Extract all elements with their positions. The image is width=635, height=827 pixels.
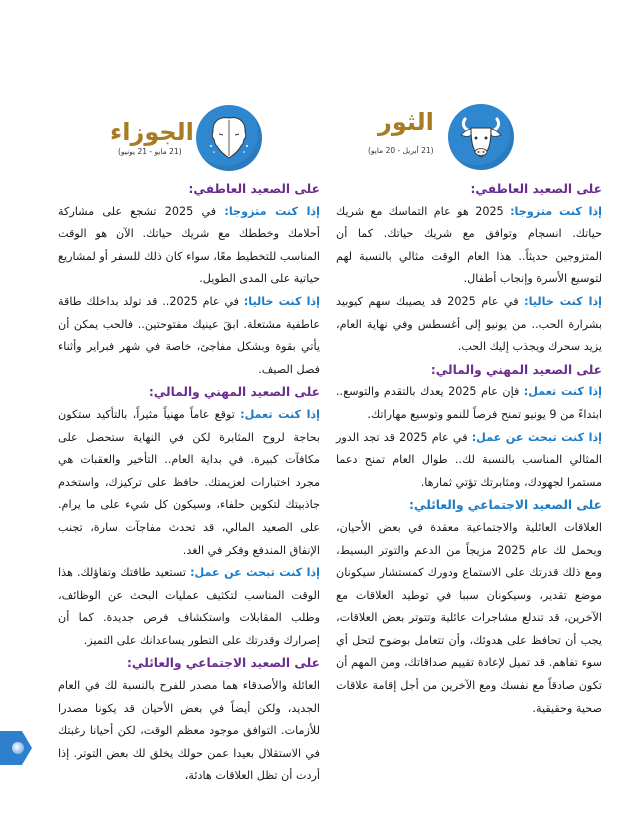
- page-tab-marker: [0, 731, 32, 765]
- gemini-working-text: توقع عاماً مهنياً مثيراً، بالتأكيد ستكون بحاجة لروح المثابرة لكن في النهاية ستحصل على مكافآت كبيرة. في بداية العام.. التأخير والعقبات هي مجرد اختبارات لعزيمتك. حافظ على تركيزك، واستخدم جاذبيتك لتكوين حلفاء، وسيكون كل شيء على ما يرام. على الصعيد المالي، قد تحدث مفاجآت سارة، تجنب الإنفاق المندفع وفكر في الغد.: [58, 407, 320, 557]
- taurus-single-paragraph: [336, 291, 602, 359]
- gemini-jobseeker-text: تستعيد طاقتك وتفاؤلك. هذا الوقت المناسب لتكثيف عمليات البحث عن الوظائف، وطلب المقابلات واستكشاف فرص جديدة. كما أن إصرارك وقدرتك على التطور يساعدانك على التميز.: [58, 566, 320, 647]
- gemini-single-text: في عام 2025.. قد تولد بداخلك طاقة عاطفية مشتعلة. ابقَ عينيك مفتوحتين.. فالحب يمكن أن يأتي بقوة وبشكل مفاجئ، خاصة في شهر فبراير وأثناء فصل الصيف.: [58, 294, 320, 376]
- gemini-social-text: العائلة والأصدقاء هما مصدر للفرح بالنسبة لك في العام الجديد، ولكن أيضاً في بعض الأحيان قد يكونا مصدرا للأزمات. التوافق موجود معظم الوقت، لكن أحيانا رغبتك في الاستقلال بعيدا عمن حولك يخلق لك بعض التوتر. إذا أردت أن تظل العلاقات هادئة،: [58, 679, 320, 783]
- gemini-social-heading: على الصعيد الاجتماعي والعائلي:: [127, 656, 320, 671]
- taurus-column: [336, 178, 602, 720]
- taurus-emotional-heading: على الصعيد العاطفي:: [470, 182, 602, 196]
- bull-head-icon: [448, 104, 514, 170]
- gemini-married-paragraph: [58, 201, 320, 291]
- taurus-name: الثور: [378, 108, 434, 136]
- taurus-married-label: إذا كنت متزوجا:: [510, 204, 602, 218]
- taurus-single-label: إذا كنت خاليا:: [524, 294, 602, 308]
- twin-faces-icon: [196, 105, 262, 171]
- taurus-header: [330, 100, 635, 175]
- gemini-working-label: إذا كنت تعمل:: [240, 407, 320, 421]
- gemini-dates: (21 مايو - 21 يونيو): [118, 147, 182, 156]
- gemini-career-heading: على الصعيد المهني والمالي:: [148, 385, 320, 400]
- taurus-social-text: العلاقات العائلية والاجتماعية معقدة في بعض الأحيان، ويحمل لك عام 2025 مزيجاً من الدعم والتوتر البسيط، ومع ذلك قدرتك على الاستماع ودورك كمستشار سيكونان موضع تقدير، وسيكونان سببا في توطيد العلاقات مع الآخرين، قد تندلع مشاجرات عائلية وتتوتر بعض العلاقات، يجب أن تحافظ على هدوئك، وأن تتعامل بوضوح لتحل أي سوء تفاهم. قد تميل لإعادة تقييم صداقاتك، ومن المهم أن تكون صادقاً مع نفسك ومع الآخرين من أجل إقامة علاقات صحية وحقيقية.: [336, 520, 602, 715]
- taurus-jobseeker-paragraph: [336, 427, 602, 495]
- gemini-working-paragraph: [58, 404, 320, 562]
- taurus-jobseeker-label: إذا كنت تبحث عن عمل:: [471, 430, 602, 444]
- gemini-married-text: في 2025 تشجع على مشاركة أحلامك وخططك مع شريك حياتك. الآن هو الوقت المناسب للتخطيط معًا، سواء كان ذلك للسفر أو لمشاريع حياتية على المدى الطويل.: [58, 204, 320, 286]
- taurus-single-text: في عام 2025 قد يصيبك سهم كيوبيد بشرارة الحب.. من يونيو إلى أغسطس وفي نهاية العام، يزيد سحرك ويجذب إليك الحب.: [336, 294, 602, 354]
- gemini-emotional-heading: على الصعيد العاطفي:: [188, 182, 320, 196]
- gemini-name: الجوزاء: [110, 118, 194, 146]
- taurus-dates: (21 أبريل - 20 مايو): [368, 146, 434, 155]
- gemini-single-label: إذا كنت خاليا:: [243, 294, 320, 308]
- gemini-column: [58, 178, 320, 788]
- taurus-social-heading: على الصعيد الاجتماعي والعائلي:: [409, 498, 602, 513]
- taurus-jobseeker-text: في عام 2025 قد تجد الدور المثالي المناسب بالنسبة لك.. طوال العام تمنح دعما مستمرا لجهودك، ومثابرتك تؤتي ثمارها.: [336, 430, 602, 489]
- taurus-career-heading: على الصعيد المهني والمالي:: [430, 362, 602, 377]
- taurus-working-label: إذا كنت تعمل:: [523, 385, 603, 399]
- taurus-married-paragraph: [336, 201, 602, 291]
- gemini-married-label: إذا كنت متزوجا:: [224, 204, 320, 218]
- gemini-header: [0, 100, 330, 175]
- gemini-jobseeker-paragraph: [58, 562, 320, 652]
- taurus-working-text: فإن عام 2025 يعدك بالتقدم والتوسع.. ابتداءً من 9 يونيو تمنح فرصاً للنمو وتوسيع مهاراتك.: [336, 385, 602, 421]
- gemini-single-paragraph: [58, 291, 320, 381]
- taurus-working-paragraph: [336, 381, 602, 426]
- taurus-married-text: 2025 هو عام التماسك مع شريك حياتك. انسجام وتوافق مع شريك حياتك. كما أن المتزوجين حديثاً.. هذا العام الوقت مثالي بالنسبة لهم لتوسيع الأسرة وإنجاب أطفال.: [336, 204, 602, 286]
- gemini-jobseeker-label: إذا كنت تبحث عن عمل:: [190, 566, 320, 580]
